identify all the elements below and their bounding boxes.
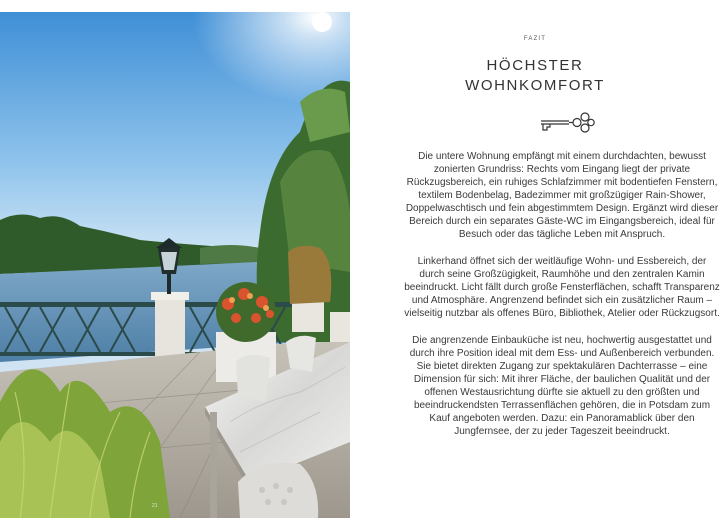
- page-title-line-1: HÖCHSTER: [486, 57, 584, 74]
- paragraph-3: Die angrenzende Einbauküche ist neu, hochwertig ausgestattet und durch ihre Position ideal mit dem Ess- und Außenbereich verbunden. Sie bietet direkten Zugang zur spektakulären Dachterrasse – eine Dimension für sich: Mit ihrer Fläche, der baulichen Qualität und der offenen Westausrichtung dürfte sie aktuell zu den größten und beeindruckendsten Terrassenflächen gehören, die in Potsdam zum Kauf angeboten werden. Dazu: ein Panoramablick über den Jungfernsee, der zu jeder Tageszeit beeindruckt.: [409, 335, 715, 437]
- paragraph-1: Die untere Wohnung empfängt mit einem durchdachten, bewusst zonierten Grundriss: Rechts vom Eingang liegt der private Rückzugsbereich, ein ruhiges Schlafzimmer mit bodentiefen Fenstern, textilem Bodenbelag, Badezimmer mit großzügiger Rain-Shower, Doppelwaschtisch und fein abgestimmtem Design. Ergänzt wird dieser Bereich durch ein separates Gäste-WC im Eingangsbereich, ideal für Besuch oder das tägliche Leben mit Anspruch.: [405, 151, 719, 240]
- ornamental-key-icon: [539, 110, 595, 134]
- section-kicker: FAZIT: [523, 36, 547, 42]
- page-number: 21: [152, 503, 158, 509]
- text-page: [350, 0, 720, 530]
- paragraph-2: Linkerhand öffnet sich der weitläufige Wohn- und Essbereich, der durch seine Großzügigkeit, Raumhöhe und den zentralen Kamin beeindruckt. Licht fällt durch große Fensterflächen, schafft Transparenz und Atmosphäre. Angrenzend befindet sich ein zusätzlicher Raum – vielseitig nutzbar als offenes Büro, Bibliothek, Atelier oder Rückzugsort.: [404, 256, 720, 319]
- terrace-lake-photo: [0, 12, 350, 518]
- page-title-line-2: WOHNKOMFORT: [465, 77, 605, 94]
- body-text: [404, 150, 720, 452]
- page-title: [350, 56, 720, 96]
